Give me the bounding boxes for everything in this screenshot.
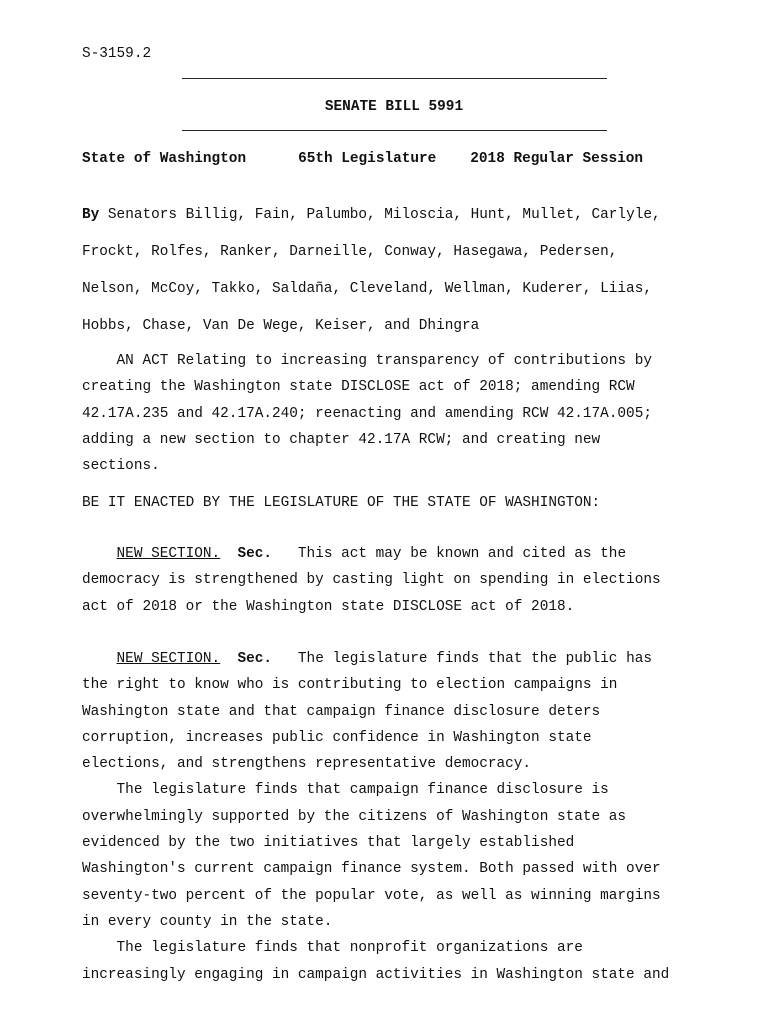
act-title — [82, 348, 712, 479]
legislature-label: 65th Legislature — [298, 151, 437, 167]
section-first-line: This act may be known and cited as the — [272, 546, 627, 562]
act-line: adding a new section to chapter 42.17A RCW; and creating new — [82, 431, 601, 448]
sponsors-line: Nelson, McCoy, Takko, Saldaña, Cleveland, Wellman, Kuderer, Liias, — [82, 280, 652, 297]
section-1 — [82, 541, 712, 620]
section-line: increasingly engaging in campaign activities in Washington state and — [82, 966, 670, 983]
section-line: elections, and strengthens representative democracy. — [82, 756, 532, 773]
act-line: creating the Washington state DISCLOSE act of 2018; amending RCW — [82, 379, 635, 396]
section-line: The legislature finds that nonprofit organizations are — [82, 940, 583, 957]
new-section-label: NEW SECTION. — [116, 546, 221, 562]
section-2 — [82, 646, 712, 988]
sponsors-line: Hobbs, Chase, Van De Wege, Keiser, and Dhingra — [82, 317, 480, 334]
act-line: AN ACT Relating to increasing transparency of contributions by — [82, 353, 652, 369]
title-rule-bottom — [182, 130, 607, 131]
sponsors-by-label: By — [82, 206, 100, 223]
section-line: Washington state and that campaign finance disclosure deters — [82, 703, 601, 720]
section-line: act of 2018 or the Washington state DISCLOSE act of 2018. — [82, 598, 575, 615]
enacting-clause — [82, 490, 712, 516]
sec-label: Sec. — [237, 546, 273, 562]
enacting-clause-text: BE IT ENACTED BY THE LEGISLATURE OF THE STATE OF WASHINGTON: — [82, 495, 601, 511]
act-line: sections. — [82, 458, 160, 475]
section-line: seventy-two percent of the popular vote, as well as winning margins — [82, 887, 661, 904]
section-line: Washington's current campaign finance system. Both passed with over — [82, 861, 661, 878]
session-label: 2018 Regular Session — [470, 151, 643, 167]
section-line: overwhelmingly supported by the citizens of Washington state as — [82, 808, 627, 825]
sec-label: Sec. — [237, 651, 273, 667]
title-rule-top — [182, 78, 607, 79]
bill-title: SENATE BILL 5991 — [324, 99, 464, 115]
section-line: The legislature finds that campaign finance disclosure is — [82, 782, 609, 799]
session-line — [82, 151, 643, 167]
sponsors-block — [82, 187, 722, 354]
new-section-label: NEW SECTION. — [116, 651, 221, 667]
document-id: S-3159.2 — [82, 46, 152, 62]
sponsors-line: Senators Billig, Fain, Palumbo, Miloscia, Hunt, Mullet, Carlyle, — [99, 206, 661, 223]
sponsors-line: Frockt, Rolfes, Ranker, Darneille, Conway, Hasegawa, Pedersen, — [82, 243, 618, 260]
section-first-line: The legislature finds that the public has — [272, 651, 652, 667]
section-line: democracy is strengthened by casting light on spending in elections — [82, 572, 661, 589]
section-line: the right to know who is contributing to election campaigns in — [82, 677, 618, 694]
state-label: State of Washington — [82, 151, 247, 167]
section-line: in every county in the state. — [82, 913, 333, 930]
act-line: 42.17A.235 and 42.17A.240; reenacting and amending RCW 42.17A.005; — [82, 405, 652, 422]
section-line: evidenced by the two initiatives that largely established — [82, 835, 575, 852]
section-line: corruption, increases public confidence in Washington state — [82, 729, 592, 746]
